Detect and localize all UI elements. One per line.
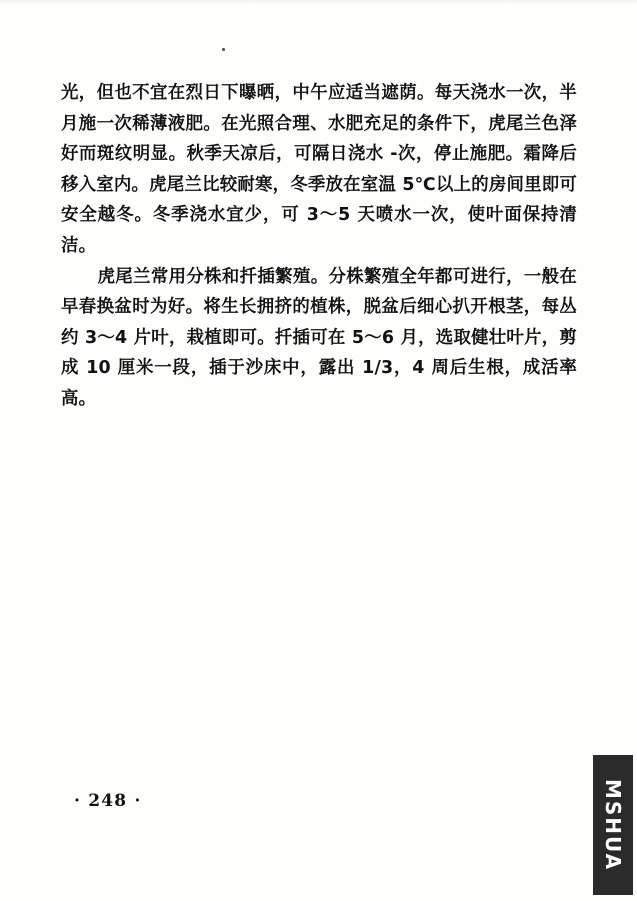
watermark-label: MSHUA: [593, 755, 633, 895]
page-number: · 248 ·: [74, 791, 142, 811]
page-body-text: [61, 78, 577, 415]
top-margin-mark: [222, 48, 225, 51]
paragraph-1: 光，但也不宜在烈日下曝晒，中午应适当遮荫。每天浇水一次，半月施一次稀薄液肥。在光照合理、水肥充足的条件下，虎尾兰色泽好而斑纹明显。秋季天凉后，可隔日浇水 -次，停止施肥。霜降后移入室内。虎尾兰比较耐寒，冬季放在室温 5℃以上的房间里即可安全越冬。冬季浇水宜少，可 3～5 天喷水一次，使叶面保持清洁。: [61, 83, 577, 256]
paragraph-2: 虎尾兰常用分株和扦插繁殖。分株繁殖全年都可进行，一般在早春换盆时为好。将生长拥挤的植株，脱盆后细心扒开根茎，每丛约 3～4 片叶，栽植即可。扦插可在 5～6 月，选取健壮叶片，剪成 10 厘米一段，插于沙床中，露出 1/3，4 周后生根，成活率高。: [61, 266, 577, 409]
